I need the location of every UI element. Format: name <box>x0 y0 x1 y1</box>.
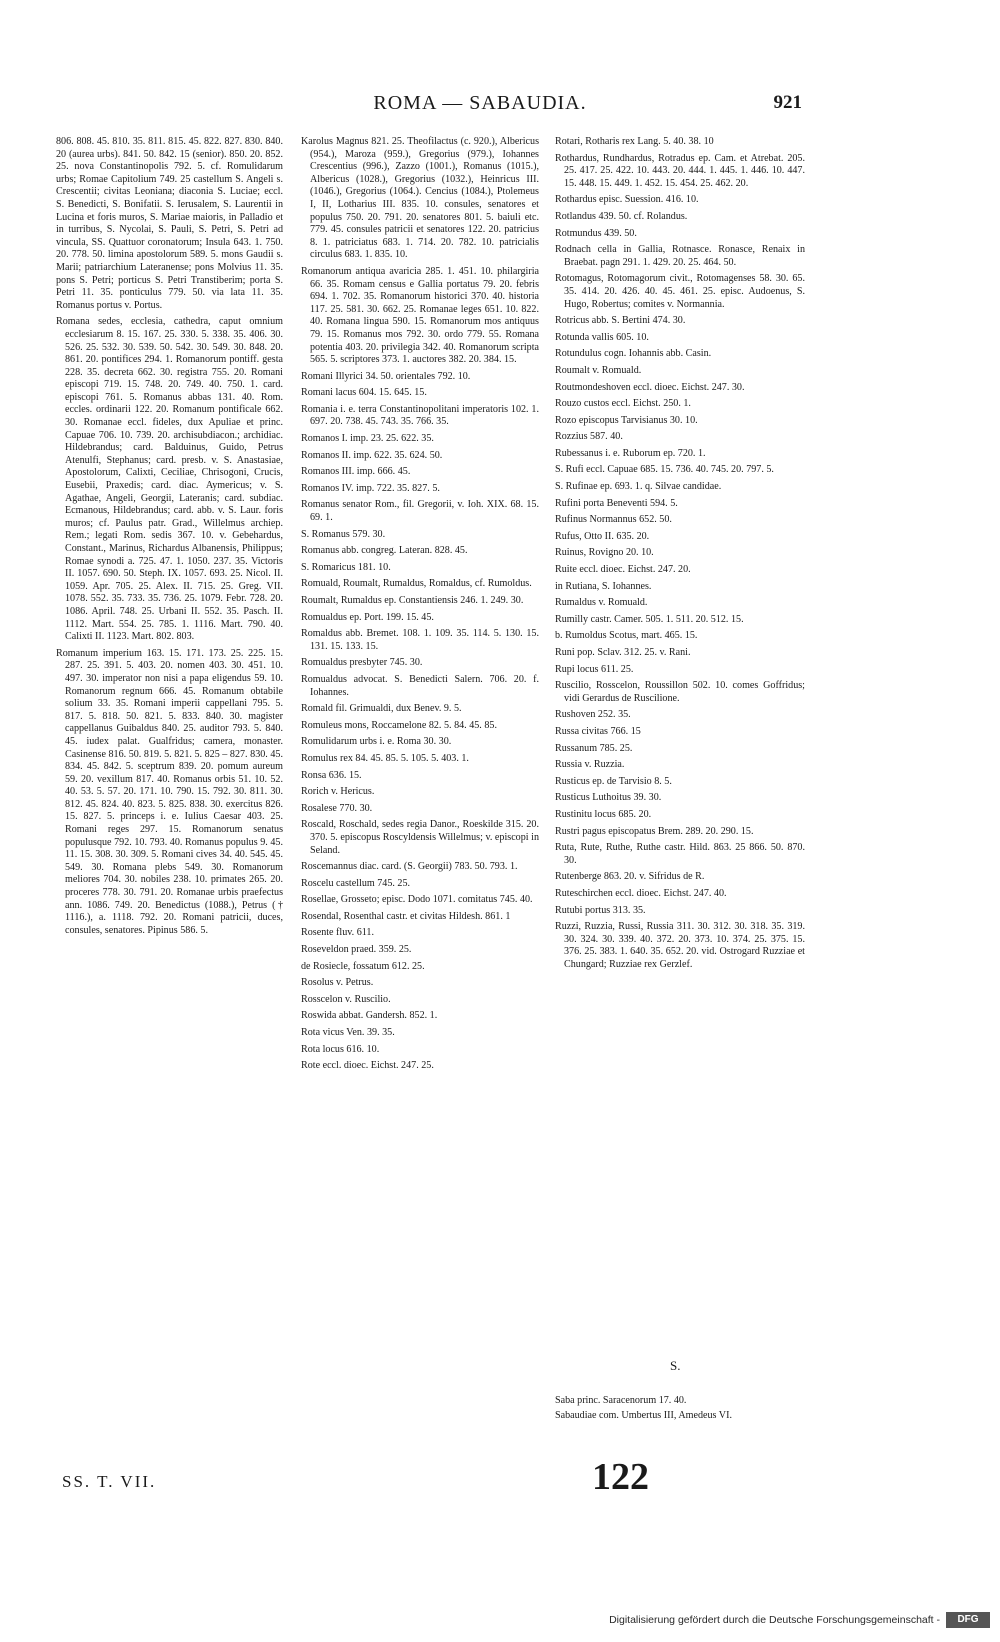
index-entry: Russa civitas 766. 15 <box>555 725 641 737</box>
index-entry: Ruzzi, Ruzzia, Russi, Russia 311. 30. 312. 30. 318. 35. 319. 30. 324. 30. 339. 40. 372. 20. 373. 10. 374. 25. 375. 15. 376. 25. 383. 1. 640. 35. 652. 20. vid. Ostrogard Ruzziae et Chungard; Ruzziae rex Gerzlef. <box>555 921 805 970</box>
digitization-footer <box>580 1611 996 1631</box>
index-entry: Rosolus v. Petrus. <box>301 977 374 989</box>
index-entry: Roscemannus diac. card. (S. Georgii) 783. 50. 793. 1. <box>301 861 518 873</box>
index-entry: Rutenberge 863. 20. v. Sifridus de R. <box>555 871 705 883</box>
index-entry: Rozo episcopus Tarvisianus 30. 10. <box>555 414 698 426</box>
index-entry: Ruteschirchen eccl. dioec. Eichst. 247. 40. <box>555 887 727 899</box>
index-entry: S. Romanus 579. 30. <box>301 528 386 540</box>
index-entry: Rosscelon v. Ruscilio. <box>301 993 391 1005</box>
index-entry: Romuald, Roumalt, Rumaldus, Romaldus, cf. Rumoldus. <box>301 578 532 590</box>
index-entry: Romanus senator Rom., fil. Gregorii, v. Ioh. XIX. 68. 15. 69. 1. <box>301 499 539 524</box>
index-entry: Roseveldon praed. 359. 25. <box>301 944 412 956</box>
index-entry: Rote eccl. dioec. Eichst. 247. 25. <box>301 1060 434 1072</box>
index-entry: Russanum 785. 25. <box>555 742 633 754</box>
section-letter: S. <box>670 1358 681 1373</box>
dfg-logo: DFG <box>946 1612 990 1628</box>
index-entry: Karolus Magnus 821. 25. Theofilactus (c. 920.), Albericus (954.), Maroza (959.), Gregorius (979.), Iohannes Crescentius (996.), Zazzo (1001.), Romanus (1015.), Albericus (1028.), Gregorius (1032.), Heinricus III. (1046.), Gregorius (1064.). Cencius (1084.), Ptolemeus I, II, Lotharius III. 835. 10. consules, senatores et populus 750. 20. 791. 20. senatores 801. 5. baiuli etc. 779. 45. consules patricii et senatores 122. 20. patricius 8. 1. patriciatus 683. 1. 714. 20. 782. 10. patricialis circulus 683. 1. 835. 10. <box>301 136 539 261</box>
index-entry: Rusticus ep. de Tarvisio 8. 5. <box>555 775 672 787</box>
page-header <box>0 92 1000 122</box>
index-entry: b. Rumoldus Scotus, mart. 465. 15. <box>555 630 698 642</box>
index-entry: Rota locus 616. 10. <box>301 1043 380 1055</box>
index-entry: Rubessanus i. e. Ruborum ep. 720. 1. <box>555 447 706 459</box>
index-entry: Romald fil. Grimualdi, dux Benev. 9. 5. <box>301 703 462 715</box>
index-entry: Romanos I. imp. 23. 25. 622. 35. <box>301 433 434 445</box>
index-entry: Romania i. e. terra Constantinopolitani imperatoris 102. 1. 697. 20. 738. 45. 743. 35. 766. 35. <box>301 403 539 428</box>
index-entry: Romulidarum urbs i. e. Roma 30. 30. <box>301 736 452 748</box>
index-column-middle <box>301 136 539 1077</box>
index-entry: S. Rufi eccl. Capuae 685. 15. 736. 40. 745. 20. 797. 5. <box>555 464 774 476</box>
index-entry: Ruta, Rute, Ruthe, Ruthe castr. Hild. 863. 25 866. 50. 870. 30. <box>555 842 805 866</box>
index-entry: S. Rufinae ep. 693. 1. q. Silvae candidae. <box>555 481 722 493</box>
index-entry: Romaldus abb. Bremet. 108. 1. 109. 35. 114. 5. 130. 15. 131. 15. 133. 15. <box>301 628 539 652</box>
index-column-left <box>56 136 283 941</box>
index-entry: Rufini porta Beneventi 594. 5. <box>555 497 678 509</box>
index-entry: Romani Illyrici 34. 50. orientales 792. 10. <box>301 370 471 382</box>
index-entry: Romanos IV. imp. 722. 35. 827. 5. <box>301 482 440 494</box>
index-column-right <box>555 136 805 975</box>
index-entry: Rumilly castr. Camer. 505. 1. 511. 20. 512. 15. <box>555 613 744 625</box>
index-entry: Rupi locus 611. 25. <box>555 663 634 675</box>
index-entry: Ruite eccl. dioec. Eichst. 247. 20. <box>555 564 691 576</box>
index-entry: Ruscilio, Rosscelon, Roussillon 502. 10. comes Goffridus; vidi Gerardus de Ruscilione. <box>555 680 805 704</box>
index-entry: Rusticus Luthoitus 39. 30. <box>555 792 662 804</box>
index-entry: Rufus, Otto II. 635. 20. <box>555 530 650 542</box>
index-entry: Rodnach cella in Gallia, Rotnasce. Ronasce, Renaix in Braebat. pagn 291. 1. 429. 20. 25. 464. 50. <box>555 244 805 268</box>
index-entry: 806. 808. 45. 810. 35. 811. 815. 45. 822. 827. 830. 840. 20 (aurea urbs). 841. 50. 842. 15 (senior). 850. 20. 852. 25. nova Constantinopolis 792. 5. cf. Romulidarum urbs; Romae Capitolium 749. 25 castellum S. Angeli s. Crescentii; civitas Leoniana; diaconia S. Luciae; eccl. S. Benedicti, S. Bonifatii. S. Ierusalem, S. Laurentii in Lucina et foris muros, S. Mariae maioris, in Palladio et in turribus, S. Nycolai, S. Pauli, S. Petri, S. Petri ad vincula, SS. Quattuor coronatorum; Insula 643. 1. 750. 20. 778. 50. limina apostolorum 589. 5. mons Gaudii s. Marii; patriarchium Lateranense; pons Molvius 11. 35. pons S. Petri; porticus S. Petri Transtiberim; porta S. Petri 11. 35. ponticulus 779. 50. via lata 11. 35. Romanus portus v. Portus. <box>56 136 283 311</box>
index-entry: Rosendal, Rosenthal castr. et civitas Hildesh. 861. 1 <box>301 910 511 922</box>
index-entry: Romualdus ep. Port. 199. 15. 45. <box>301 611 434 623</box>
index-entry: Rotlandus 439. 50. cf. Rolandus. <box>555 210 688 222</box>
index-entry: Romana sedes, ecclesia, cathedra, caput omnium ecclesiarum 8. 15. 167. 25. 330. 5. 338. 35. 406. 30. 526. 25. 532. 30. 539. 50. 542. 30. 549. 30. 848. 20. 861. 20. pontifices 294. 1. Romanorum pontiff. gesta 228. 35. decreta 662. 30. registra 755. 20. Romani episcopi 719. 15. 748. 20. 749. 40. 750. 1. card. episcopi 761. 5. Romanus abbas 131. 40. Rom. eccles. ordinarii 122. 20. Romanum pontificale 662. 30. Romanae eccl. fideles, dux Apuliae et princ. Capuae 706. 10. 739. 20. archisubdiacon.; archidiac. Hildebrandus; card. Balduinus, Guido, Petrus Atenulfi, Stephanus; card. presb. v. S. Anastasiae, Apostolorum, Calixti, Ceciliae, Chrisogoni, Crucis, Eusebii, Praxedis; card. diac. Aymericus; v. S. Agathae, Angeli, Georgii, Lateranis; card. subdiac. Ecmanous, Hildebrandus; card. abb. v. S. Laur. foris muros; cf. Paulus patr. Grad., Willelmus archiep. Rem.; legati Rom. sedis 367. 10. v. Gebehardus, Constant., Marinus, Richardus Albanensis, Philippus; Romae synodi a. 725. 47. 1. 1050. 237. 35. Victoris II. 1057. 690. 50. Steph. IX. 1057. 693. 25. Nicol. II. 1059. Apr. 705. 25. Alex. II. 715. 25. Greg. VII. 1078. 552. 35. 733. 35. 736. 25. 1079. Febr. 728. 20. 1086. April. 748. 25. Urbani II. 552. 35. Pasch. II. 1112. Mart. 554. 25. 785. 1. 1116. Mart. 790. 40. Calixti II. 1123. Mart. 802. 803. <box>56 316 283 643</box>
index-entry: Roswida abbat. Gandersh. 852. 1. <box>301 1010 438 1022</box>
index-entry: Rosellae, Grosseto; episc. Dodo 1071. comitatus 745. 40. <box>301 894 533 906</box>
index-entry: Rustri pagus episcopatus Brem. 289. 20. 290. 15. <box>555 825 754 837</box>
footer-credit: Digitalisierung gefördert durch die Deutsche Forschungsgemeinschaft - <box>609 1614 940 1626</box>
index-entry: Ruinus, Rovigno 20. 10. <box>555 547 654 559</box>
index-entry: Romualdus advocat. S. Benedicti Salern. 706. 20. f. Iohannes. <box>301 673 539 698</box>
index-entry: de Rosiecle, fossatum 612. 25. <box>301 960 425 972</box>
index-entry: Routmondeshoven eccl. dioec. Eichst. 247. 30. <box>555 381 745 393</box>
index-entry: Rota vicus Ven. 39. 35. <box>301 1027 395 1039</box>
index-entry: Roscelu castellum 745. 25. <box>301 877 411 889</box>
volume-signature: SS. T. VII. <box>62 1472 157 1491</box>
index-entry: Romanos II. imp. 622. 35. 624. 50. <box>301 449 443 461</box>
index-entry: Rotundulus cogn. Iohannis abb. Casin. <box>555 348 712 360</box>
index-entry: Sabaudiae com. Umbertus III, Amedeus VI. <box>555 1409 732 1421</box>
index-entry: Rushoven 252. 35. <box>555 709 631 721</box>
gathering-number: 122 <box>592 1456 649 1498</box>
index-entry: Ronsa 636. 15. <box>301 769 362 781</box>
index-entry: Rothardus episc. Suession. 416. 10. <box>555 194 699 206</box>
index-entry: Rothardus, Rundhardus, Rotradus ep. Cam. et Atrebat. 205. 25. 417. 25. 422. 10. 443. 20. 444. 1. 445. 1. 446. 10. 447. 15. 448. 15. 449. 1. 452. 15. 454. 25. 462. 20. <box>555 152 805 189</box>
index-entry: Rorich v. Hericus. <box>301 786 375 798</box>
index-entry: Roumalt, Rumaldus ep. Constantiensis 246. 1. 249. 30. <box>301 595 524 606</box>
index-entry: Saba princ. Saracenorum 17. 40. <box>555 1395 687 1406</box>
index-entry: Romualdus presbyter 745. 30. <box>301 657 423 669</box>
index-entry: Russia v. Ruzzia. <box>555 759 625 771</box>
index-entry: S. Romaricus 181. 10. <box>301 561 391 573</box>
page-number: 921 <box>773 92 802 113</box>
index-entry: Rosalese 770. 30. <box>301 802 373 814</box>
index-entry: Rotmundus 439. 50. <box>555 227 637 239</box>
index-entry: Rotari, Rotharis rex Lang. 5. 40. 38. 10 <box>555 136 714 147</box>
index-entry: Rotomagus, Rotomagorum civit., Rotomagenses 58. 30. 65. 35. 414. 20. 426. 40. 45. 461. 25. episc. Audoenus, S. Hugo, Robertus; comites v. Normannia. <box>555 273 805 310</box>
index-entry: Rouzo custos eccl. Eichst. 250. 1. <box>555 398 691 410</box>
index-entry: Rufinus Normannus 652. 50. <box>555 514 672 526</box>
index-entry: Rotunda vallis 605. 10. <box>555 331 649 343</box>
index-entry: Romanos III. imp. 666. 45. <box>301 466 411 478</box>
index-entry: Roscald, Roschald, sedes regia Danor., Roeskilde 315. 20. 370. 5. episcopus Roscyldensis Willelmus; v. episcopi in Seland. <box>301 819 539 856</box>
index-entry: Rosente fluv. 611. <box>301 927 374 939</box>
index-entry: Rumaldus v. Romuald. <box>555 597 648 609</box>
index-entry: Rozzius 587. 40. <box>555 431 623 443</box>
index-entry: Rustinitu locus 685. 20. <box>555 808 652 820</box>
index-entry: Romani lacus 604. 15. 645. 15. <box>301 387 427 399</box>
section-s-entries <box>555 1395 805 1424</box>
index-entry: Rutubi portus 313. 35. <box>555 904 646 916</box>
index-entry: Rotricus abb. S. Bertini 474. 30. <box>555 315 686 327</box>
index-entry: Romanus abb. congreg. Lateran. 828. 45. <box>301 545 468 557</box>
index-entry: in Rutiana, S. Iohannes. <box>555 580 652 592</box>
running-title: ROMA — SABAUDIA. <box>373 92 587 114</box>
index-entry: Runi pop. Sclav. 312. 25. v. Rani. <box>555 647 691 658</box>
index-entry: Romulus rex 84. 45. 85. 5. 105. 5. 403. 1. <box>301 752 469 764</box>
index-entry: Romuleus mons, Roccamelone 82. 5. 84. 45. 85. <box>301 719 497 731</box>
index-entry: Romanorum antiqua avaricia 285. 1. 451. 10. philargiria 66. 35. Romam census e Gallia portatus 79. 20. febris 694. 1. 702. 35. Romanorum historici 370. 40. historia 117. 25. 581. 30. 662. 25. Romanae leges 651. 10. 822. 40. Romana lingua 590. 15. Romanorum mos antiquus 79. 15. Romanus mos 792. 30. ordo 779. 55. Romana potentia 403. 20. privilegia 342. 40. Romanorum scripta 565. 5. scriptores 373. 1. auctores 382. 20. 384. 15. <box>301 265 539 366</box>
index-entry: Romanum imperium 163. 15. 171. 173. 25. 225. 15. 287. 25. 391. 5. 403. 20. nomen 403. 30. 451. 10. 497. 30. imperator non nisi a papa eligendus 59. 10. Romanorum regnum 666. 45. Romanum obtabile solium 33. 35. Romani imperii cappellani 795. 5. 817. 5. 818. 50. 821. 5. 833. 840. 30. magister cappellanus Guibaldus 840. 25. auditor 793. 5. 840. 45. iudex palat. Gualfridus; camera, monaster. Casinense 816. 50. 819. 5. 821. 5. 825 – 827. 830. 45. 834. 45. 842. 5. sceptrum 839. 20. pomum aureum 59. 20. vexillum 817. 40. Romanus orbis 51. 10. 52. 40. 53. 5. 57. 20. 171. 10. 790. 15. 792. 30. 811. 30. 812. 45. 824. 40. 823. 5. 825. 838. 30. exercitus 826. 15. 827. 5. princeps i. e. Iulius Caesar 403. 25. Romani reges 297. 15. Romanorum senatus populusque 792. 10. 793. 40. Romanus populus 9. 45. 11. 15. 308. 30. 309. 5. Romani cives 34. 40. 545. 45. 549. 30. Romana plebs 549. 30. Romanorum meliores 704. 30. nobiles 238. 10. primates 265. 20. proceres 778. 30. 791. 20. Romanae urbis praefectus ann. 1086. 749. 20. Benedictus (1088.), Petrus († 1116.), a. 1118. 792. 20. Romani patricii, duces, consules, senatores. Pipinus 586. 5. <box>56 647 283 936</box>
index-entry: Roumalt v. Romuald. <box>555 364 642 376</box>
